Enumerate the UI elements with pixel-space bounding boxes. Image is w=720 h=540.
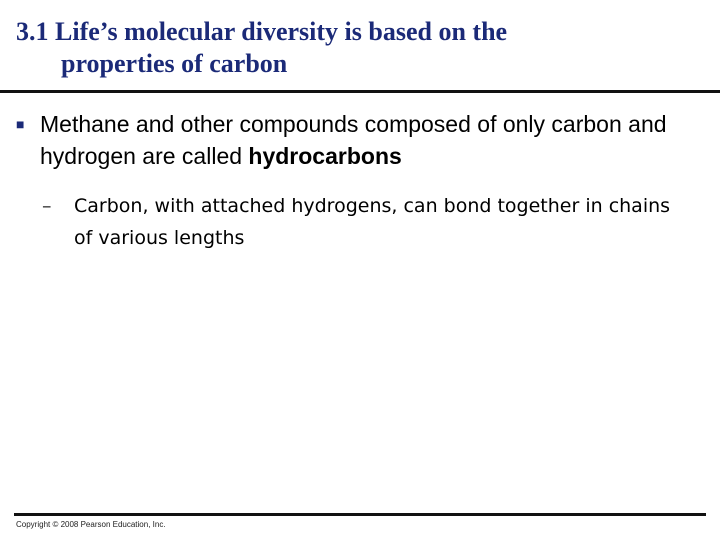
- sub-bullet-point-1-text: Carbon, with attached hydrogens, can bond together in chains of various lengths: [74, 195, 671, 249]
- footer-divider: [14, 513, 706, 516]
- dash-icon: –: [42, 195, 52, 217]
- slide-title-line-2: properties of carbon: [61, 49, 288, 78]
- bullet-point-1-text: [40, 108, 696, 172]
- copyright-footer: Copyright © 2008 Pearson Education, Inc.: [16, 520, 166, 529]
- title-divider: [0, 90, 720, 93]
- bullet-point-1-body: Methane and other compounds composed of only carbon and hydrogen are called: [40, 111, 667, 169]
- slide-title-line-1: 3.1 Life’s molecular diversity is based on the: [16, 17, 508, 46]
- sub-bullet-point-1: [42, 190, 682, 254]
- bullet-point-1: [16, 108, 696, 172]
- slide-title: [16, 16, 706, 80]
- square-bullet-icon: ■: [16, 116, 25, 132]
- bullet-point-1-keyword: hydrocarbons: [248, 143, 402, 169]
